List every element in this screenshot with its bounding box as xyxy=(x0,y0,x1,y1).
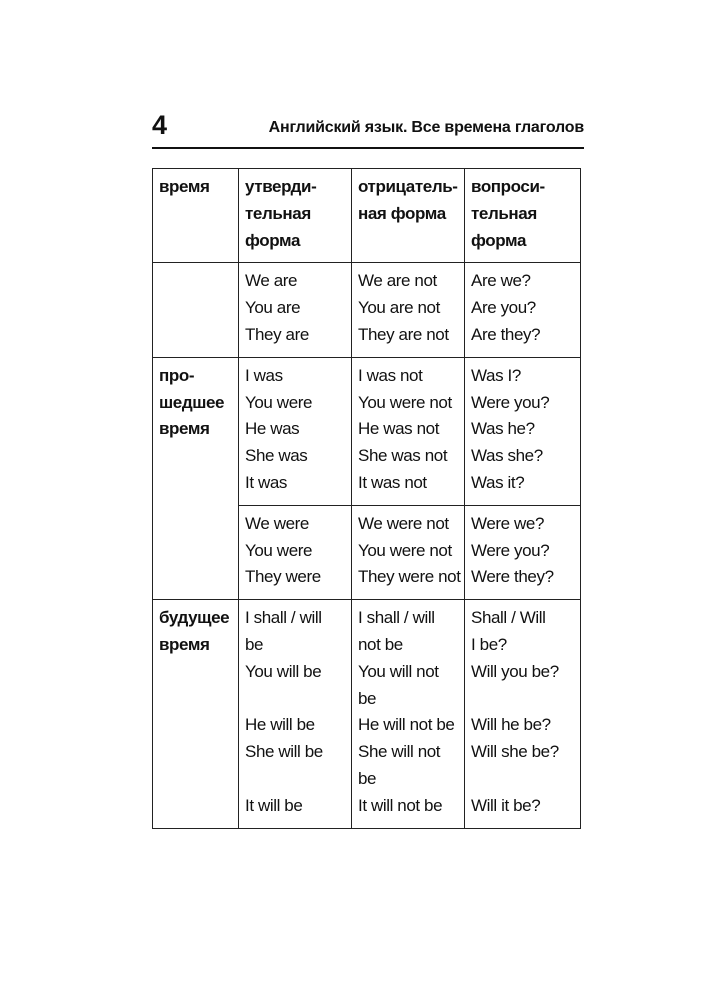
cell-line: Are they? xyxy=(471,324,541,344)
header-negative xyxy=(352,169,465,263)
past-singular-negative xyxy=(352,357,465,505)
present-interrogative xyxy=(465,263,581,357)
cell-line: You will be xyxy=(245,661,322,681)
cell-line: They were not xyxy=(358,567,461,587)
cell-line: They are not xyxy=(358,324,449,344)
cell-line: You are xyxy=(245,298,301,318)
cell-line: They were xyxy=(245,567,321,587)
cell-line: отрицатель- xyxy=(358,177,458,196)
cell-line: She will be xyxy=(245,742,323,762)
cell-line: форма xyxy=(245,230,301,250)
cell-line: время xyxy=(159,177,210,196)
past-tense-label xyxy=(153,357,239,599)
cell-line: She was xyxy=(245,446,308,466)
cell-line: We are xyxy=(245,271,298,291)
cell-line: форма xyxy=(471,230,527,250)
present-tense-label xyxy=(153,263,239,357)
cell-line: She was not xyxy=(358,446,448,466)
cell-line: I shall / will xyxy=(358,608,435,628)
cell-line: ная форма xyxy=(358,203,446,223)
cell-line: время xyxy=(159,634,210,654)
cell-line: вопроси- xyxy=(471,177,545,196)
cell-line: You were xyxy=(245,392,313,412)
cell-line: It was not xyxy=(358,472,427,492)
page-number: 4 xyxy=(152,110,168,140)
cell-line: Was it? xyxy=(471,472,525,492)
table-header-row xyxy=(153,169,581,263)
cell-line: тельная xyxy=(245,203,311,223)
cell-line: шедшее xyxy=(159,392,225,412)
cell-line: You were xyxy=(245,540,313,560)
cell-line: He will not be xyxy=(358,715,455,735)
cell-line: be xyxy=(245,634,264,654)
cell-line: Was she? xyxy=(471,446,543,466)
cell-line: I was xyxy=(245,365,283,385)
future-affirmative xyxy=(239,600,352,828)
running-title: Английский язык. Все времена глаголов xyxy=(268,119,584,136)
header-interrogative xyxy=(465,169,581,263)
cell-line: be xyxy=(358,688,377,708)
cell-line: You were not xyxy=(358,540,452,560)
present-affirmative xyxy=(239,263,352,357)
cell-line: They are xyxy=(245,324,309,344)
cell-line: Were we? xyxy=(471,513,545,533)
past-plural-affirmative xyxy=(239,505,352,599)
line-spacer xyxy=(471,766,578,793)
cell-line: You will not xyxy=(358,661,439,681)
future-tense-label xyxy=(153,600,239,828)
table-row-past-singular xyxy=(153,357,581,505)
cell-line: время xyxy=(159,419,210,439)
header-rule xyxy=(152,147,584,149)
cell-line: про- xyxy=(159,365,195,385)
cell-line: It will be xyxy=(245,795,303,815)
past-plural-interrogative xyxy=(465,505,581,599)
cell-line: He was not xyxy=(358,419,440,439)
line-spacer xyxy=(471,686,578,713)
cell-line: You are not xyxy=(358,298,440,318)
cell-line: утверди- xyxy=(245,177,317,196)
line-spacer xyxy=(245,686,349,713)
cell-line: Were you? xyxy=(471,540,550,560)
table-row-future xyxy=(153,600,581,828)
cell-line: Was he? xyxy=(471,419,535,439)
cell-line: We were xyxy=(245,513,309,533)
past-plural-negative xyxy=(352,505,465,599)
cell-line: He will be xyxy=(245,715,315,735)
past-singular-interrogative xyxy=(465,357,581,505)
header-affirmative xyxy=(239,169,352,263)
cell-line: Were they? xyxy=(471,567,554,587)
verb-to-be-table xyxy=(152,168,581,829)
table-row-present xyxy=(153,263,581,357)
present-negative xyxy=(352,263,465,357)
cell-line: I be? xyxy=(471,634,507,654)
cell-line: Shall / Will xyxy=(471,608,546,628)
future-negative xyxy=(352,600,465,828)
cell-line: Will it be? xyxy=(471,795,541,815)
cell-line: I shall / will xyxy=(245,608,322,628)
cell-line: She will not xyxy=(358,742,441,762)
page-header xyxy=(152,110,584,144)
cell-line: It was xyxy=(245,472,288,492)
cell-line: You were not xyxy=(358,392,452,412)
cell-line: I was not xyxy=(358,365,423,385)
line-spacer xyxy=(245,766,349,793)
cell-line: We are not xyxy=(358,271,437,291)
cell-line: not be xyxy=(358,634,403,654)
cell-line: Will she be? xyxy=(471,742,559,762)
cell-line: Are we? xyxy=(471,271,531,291)
header-tense xyxy=(153,169,239,263)
cell-line: Will you be? xyxy=(471,661,559,681)
cell-line: Was I? xyxy=(471,365,521,385)
cell-line: Were you? xyxy=(471,392,550,412)
cell-line: It will not be xyxy=(358,795,443,815)
cell-line: be xyxy=(358,768,377,788)
cell-line: We were not xyxy=(358,513,449,533)
cell-line: Will he be? xyxy=(471,715,551,735)
cell-line: He was xyxy=(245,419,300,439)
cell-line: тельная xyxy=(471,203,537,223)
past-singular-affirmative xyxy=(239,357,352,505)
cell-line: Are you? xyxy=(471,298,536,318)
cell-line: будущее xyxy=(159,608,230,628)
future-interrogative xyxy=(465,600,581,828)
